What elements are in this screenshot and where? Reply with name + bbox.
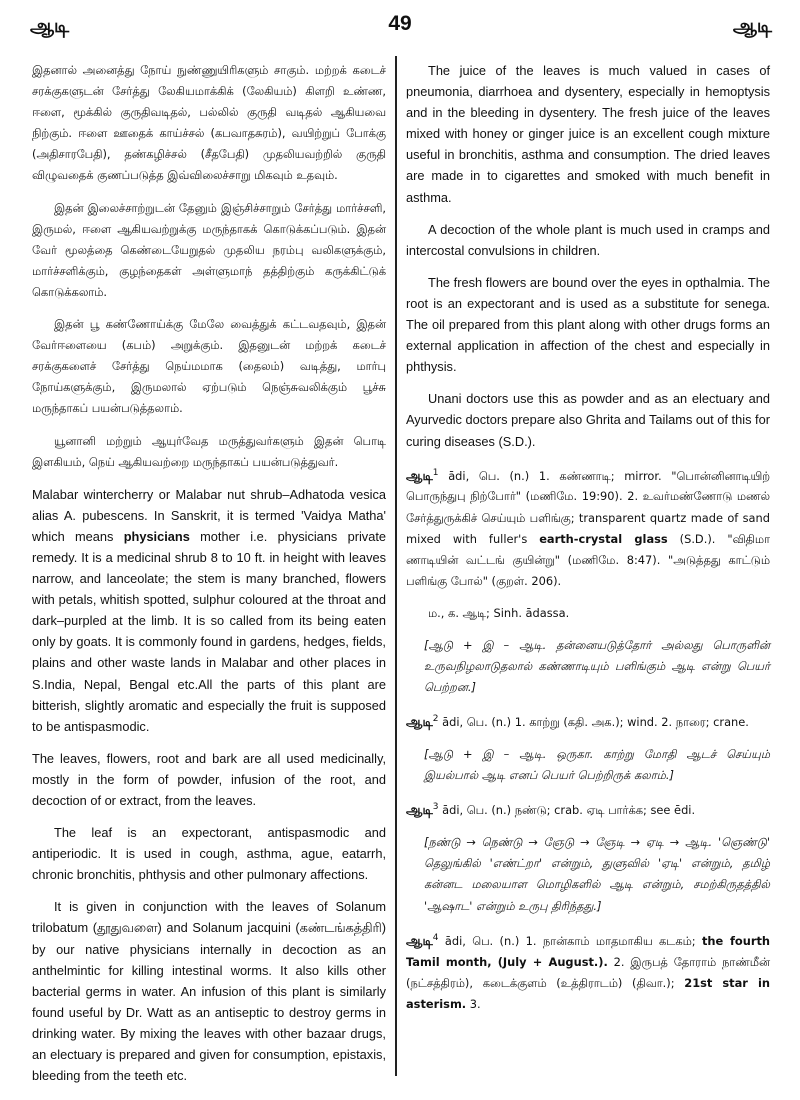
tamil-paragraph-3: இதன் பூ கண்ணோய்க்கு மேலே வைத்துக் கட்டவதவும், இதன் வேர்ஈளையை (கபம்) அறுக்கும். இதனுடன் மற்றக் கடைச் சரக்குகளைச் சேர்த்து நெய்மமாக (தைலம்) வடித்து, மார்பு நோய்களுக்கும், இருமலால் ஏற்படும் நெஞ்சுவலிக்கும் பூச்சு மருந்தாகப் பயன்படுத்தலாம். [32, 317, 386, 416]
tamil-paragraph-4: யூனானி மற்றும் ஆயுர்வேத மருத்துவர்களும் இதன் பொடி இளகியம், நெய் ஆகியவற்றை மருந்தாகப் பயன்படுத்துவர். [32, 433, 386, 469]
english-paragraph-8: Unani doctors use this as powder and as an electuary and Ayurvedic doctors prepare also Ghrita and Tailams out of this for curing diseases (S.D.). [406, 391, 770, 449]
page-header [0, 10, 800, 50]
bold-term: the fourth Tamil month, (July + August.). [406, 933, 771, 969]
dictionary-entry-2 [406, 709, 770, 786]
headword: ஆடி [406, 715, 433, 731]
english-paragraph-2: The leaves, flowers, root and bark are all used medicinally, mostly in the form of powder, infusion of the root, and decoction of or extract, from the leaves. [32, 750, 386, 808]
etymology: [ஆடு + இ – ஆடி. தன்னையடுத்தோர் அல்லது பொருளின் உருவநிழலாடுதலால் கண்ணாடியும் பளிங்கும் ஆடி என்று பெயர் பெற்றன.] [424, 638, 770, 695]
text-run: ādi, பெ. (n.) 1. காற்று (கதி. அக.); wind. 2. நாரை; crane. [438, 715, 749, 730]
homonym-number: 3 [432, 802, 439, 813]
bold-term: earth-crystal glass [539, 531, 668, 546]
text-run: ādi, பெ. (n.) 1. கண்ணாடி; mirror. "பொன்னினாடியிற் பொருந்துபு நிற்போர்" (மணிமே. 19:90). 2. உவர்மண்ணோடு மணல் சேர்த்துருக்கிச் செய்யும் பளிங்கு; transparent quartz made of sand mixed with fuller's [406, 468, 770, 546]
text-run: (S.D.). "விதிமா ணாடியின் வட்டங் குயின்று" (மணிமே. 8:47). "அடுத்தது காட்டும் பளிங்கு போல்" (குறள். 206). [406, 531, 770, 588]
headword: ஆடி [406, 803, 433, 819]
cognates: ம., க. ஆடி; Sinh. ādassa. [428, 605, 570, 620]
column-divider [395, 56, 397, 1076]
bold-term: physicians [123, 528, 190, 544]
dictionary-entry-3 [406, 797, 770, 916]
english-paragraph-6: A decoction of the whole plant is much used in cramps and intercostal convulsions in children. [406, 221, 770, 258]
right-column [406, 60, 770, 1026]
etymology: [ஆடு + இ – ஆடி. ஒருகா. காற்று மோதி ஆடச் செய்யும் இயல்பால் ஆடி எனப் பெயர் பெற்றிருக் கலாம்.] [424, 747, 770, 783]
text-run: mother i.e. physicians private remedy. It is a medicinal shrub 8 to 10 ft. in height with leaves narrow, and lanceolate; the stem is many branched, flowers with petals, whitish spotted, sulphur coloured at the throat and dark–purpled at the limb. It is so called from its being eaten only by goats. It is commonly found in gardens, hedges, fields, plains and other waste lands in Malabar and other places in S.India, Nepal, Bengal etc.All the parts of this plant are bitterish, slightly aromatic and especially the fruit is supposed to be antispasmodic. [32, 528, 386, 734]
dictionary-entry-4 [406, 928, 770, 1015]
text-run: 3. [466, 996, 481, 1011]
headword: ஆடி [406, 468, 433, 484]
left-column [32, 60, 386, 1097]
english-paragraph-5: The juice of the leaves is much valued in cases of pneumonia, diarrhoea and dysentery, especially in hemoptysis and in the bleeding in dysentery. The fresh juice of the leaves mixed with honey or ginger juice is an excellent cough mixture useful in bronchitis, asthma and consumption. The dried leaves are made in to cigarettes and smoked with much benefit in asthma. [406, 63, 770, 205]
page-number: 49 [388, 12, 412, 35]
headword: ஆடி [406, 933, 433, 949]
entry-definition [406, 709, 770, 733]
english-paragraph-1 [32, 484, 386, 737]
text-run: 2. இருபத் தோராம் நாண்மீன் (நட்சத்திரம்), கடைக்குளம் (உத்திராடம்) (திவா.); [406, 954, 770, 990]
entry-definition [406, 928, 770, 1015]
tamil-paragraph-1: இதனால் அனைத்து நோய் நுண்ணுயிரிகளும் சாகும். மற்றக் கடைச் சரக்குகளுடன் சேர்த்து லேகியமாக்கிக் (லேகியம்) கிளறி உண்ண, ஈளை, மூக்கில் குருதிவடிதல், பல்லில் குருதி வடிதல் ஆகியவை நிற்கும். ஈளை ஊதைக் காய்ச்சல் (கபவாதசுரம்), வயிற்றுப் போக்கு (அதிசாரபேதி), தண்கழிச்சல் (சீதபேதி) முதலியவற்றில் குருதி விழுவதைக் குணப்படுத்த இவ்விலைச்சாறு மிகவும் உதவும். [32, 63, 386, 183]
etymology: [நண்டு → நெண்டு → ஞேடு → ஞேடி → ஏடி → ஆடி. 'ஞெண்டு' தெலுங்கில் 'எண்ட்றா' என்றும், துளுவில் 'ஏடி' என்றும், தமிழ் கன்னட மலையாள மொழிகளில் ஆடி என்றும், சமற்கிருதத்தில் 'ஆஷாட' என்றும் உருபு திரிந்தது.] [424, 835, 770, 913]
tamil-paragraph-2: இதன் இலைச்சாற்றுடன் தேனும் இஞ்சிச்சாறும் சேர்த்து மார்ச்சளி, இருமல், ஈளை ஆகியவற்றுக்கு மருந்தாகக் கொடுக்கப்படும். இதன் வேர் மூலத்தை கெண்டையேறுதல் முதலிய நரம்பு வலிகளுக்கும், மார்ச்சளிக்கும், குழந்தைகள் அள்ளுமாந் தத்திற்கும் கருக்கிட்டுக் கொடுக்கலாம். [32, 200, 386, 299]
english-paragraph-3: The leaf is an expectorant, antispasmodic and antiperiodic. It is used in cough, asthma, ague, eatarrh, chronic bronchitis, phthysis and other pulmonary affections. [32, 825, 386, 883]
homonym-number: 4 [432, 932, 439, 943]
entry-definition [406, 463, 770, 592]
running-head-left: ஆடி [30, 16, 70, 37]
english-paragraph-7: The fresh flowers are bound over the eyes in opthalmia. The root is an expectorant and is used as a substitute for senega. The oil prepared from this plant along with other drugs forms an external application in affection of the chest and especially in phthysis. [406, 274, 770, 375]
text-run: ādi, பெ. (n.) 1. நான்காம் மாதமாகிய கடகம்; [438, 933, 702, 948]
bold-term: 21st star in asterism. [406, 975, 770, 1011]
homonym-number: 1 [432, 467, 439, 478]
dictionary-entry-1 [406, 463, 770, 699]
text-run: ādi, பெ. (n.) நண்டு; crab. ஏடி பார்க்க; see ēdi. [438, 803, 696, 818]
text-run: Malabar wintercherry or Malabar nut shrub–Adhatoda vesica alias A. pubescens. In Sanskrit, it is termed 'Vaidya Matha' which means [32, 486, 386, 544]
english-paragraph-4: It is given in conjunction with the leaves of Solanum trilobatum (தூதுவளை) and Solanum jacquini (கண்டங்கத்திரி) by our native physicians internally in decoction as an anthelmintic for killing intestinal worms. It also kills other bacterial germs in water. An infusion of this plant is similarly found useful by Dr. Watt as an antiseptic to destroy germs in drinking water. By mixing the leaves with other bazaar drugs, an electuary is prepared and given for consumption, epistaxis, bleeding from the teeth etc. [32, 899, 386, 1084]
homonym-number: 2 [432, 714, 439, 725]
entry-definition [406, 797, 770, 821]
running-head-right: ஆடி [732, 16, 772, 37]
